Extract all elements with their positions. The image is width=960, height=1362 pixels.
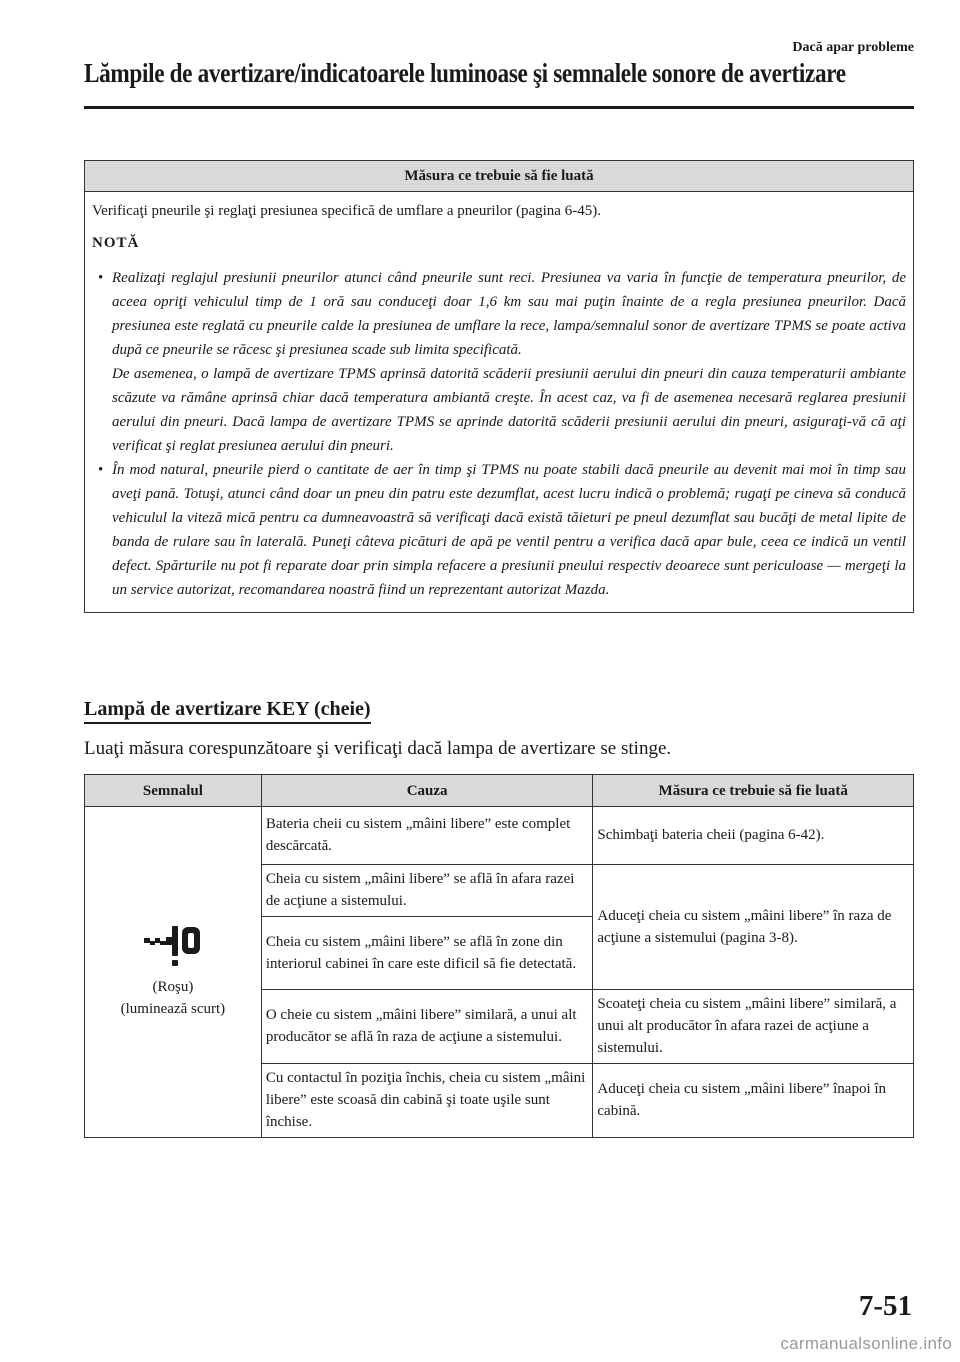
key-warning-icon <box>142 924 204 970</box>
cause-cell: Cu contactul în poziţia închis, cheia cu sistem „mâini libere” este scoasă din cabină şi toate uşile sunt închise. <box>261 1064 593 1138</box>
action-cell: Aduceţi cheia cu sistem „mâini libere” înapoi în cabină. <box>593 1064 914 1138</box>
action-text: Verificaţi pneurile şi reglaţi presiunea specifică de umflare a pneurilor (pagina 6-45). <box>92 203 601 219</box>
title-divider <box>84 106 914 109</box>
cause-cell: Cheia cu sistem „mâini libere” se află în zone din interiorul cabinei în care este dificil să fie detectată. <box>261 917 593 990</box>
action-cell: Schimbaţi bateria cheii (pagina 6-42). <box>593 807 914 865</box>
cause-cell: Cheia cu sistem „mâini libere” se află în afara razei de acţiune a sistemului. <box>261 865 593 917</box>
bullet-icon: • <box>98 462 104 478</box>
action-cell: Aduceţi cheia cu sistem „mâini libere” în raza de acţiune a sistemului (pagina 3-8). <box>593 865 914 990</box>
note-paragraph: În mod natural, pneurile pierd o cantitate de aer în timp şi TPMS nu poate stabili dacă pneurile au devenit mai moi în timp sau aveţi pană. Totuşi, atunci când doar un pneu din patru este dezumflat, acest lucru indică o problemă; rugaţi pe cineva să conducă vehiculul la viteză mică pentru ca dumneavoastră să verificaţi dacă există tăieturi pe pneul dezumflat sau bucăţi de metal lipite de banda de rulare sau în laterală. Puneţi câteva picături de apă pe ventil pentru a verifica dacă apar bule, ceea ce indică un ventil defect. Spărturile nu pot fi reparate doar prin simpla refacere a presiunii pneului respectiv deoarece sunt periculoase — mergeţi la un service autorizat, recomandarea noastră fiind un reprezentant autorizat Mazda. <box>112 462 906 598</box>
table-row <box>85 807 914 865</box>
tpms-action-table <box>84 160 914 613</box>
header-signal: Semnalul <box>85 775 262 807</box>
header-action: Măsura ce trebuie să fie luată <box>593 775 914 807</box>
note-list <box>92 266 906 602</box>
table-header-action: Măsura ce trebuie să fie luată <box>85 161 913 192</box>
table-header-row <box>85 775 914 807</box>
cause-cell: O cheie cu sistem „mâini libere” similară, a unui alt producător se află în raza de acţiune a sistemului. <box>261 990 593 1064</box>
bullet-icon: • <box>98 270 104 286</box>
page-title: Lămpile de avertizare/indicatoarele luminoase şi semnalele sonore de avertizare <box>84 58 846 88</box>
table-cell-action <box>85 192 913 612</box>
signal-cell <box>85 807 262 1138</box>
key-warning-table <box>84 774 914 1138</box>
section-heading: Lampă de avertizare KEY (cheie) <box>84 697 371 724</box>
note-paragraph: De asemenea, o lampă de avertizare TPMS aprinsă datorită scăderii presiunii aerului din pneuri din cauza temperaturii ambiante scăzute va rămâne aprinsă chiar dacă temperatura ambiantă creşte. În acest caz, va fi de asemenea necesară reglarea presiunii aerului din pneuri. Dacă lampa de avertizare TPMS se aprinde datorită scăderii presiunii aerului din pneuri, asiguraţi-vă că aţi verificat şi reglat presiunea aerului din pneuri. <box>112 366 906 454</box>
section-intro: Luaţi măsura corespunzătoare şi verificaţi dacă lampa de avertizare se stinge. <box>84 738 672 759</box>
section-label: Dacă apar probleme <box>792 40 914 55</box>
note-paragraph: Realizaţi reglajul presiunii pneurilor atunci când pneurile sunt reci. Presiunea va varia în funcţie de temperatura pneurilor, de aceea opriţi vehiculul timp de 1 oră sau conduceţi doar 1,6 km sau mai puţin înainte de a regla presiunea pneurilor. Dacă presiunea este reglată cu pneurile calde la presiunea de umflare la rece, lampa/semnalul sonor de avertizare TPMS se poate activa după ce pneurile se răcesc şi presiunea scade sub limita specificată. <box>112 270 906 358</box>
note-item <box>92 458 906 602</box>
watermark: carmanualsonline.info <box>780 1334 952 1353</box>
signal-color-label: (Roşu) <box>152 978 194 995</box>
note-item <box>92 266 906 458</box>
note-title: NOTĂ <box>92 235 140 251</box>
action-cell: Scoateţi cheia cu sistem „mâini libere” similară, a unui alt producător în afara razei de acţiune a sistemului. <box>593 990 914 1064</box>
cause-cell: Bateria cheii cu sistem „mâini libere” este complet descărcată. <box>261 807 593 865</box>
page-number: 7-51 <box>858 1290 912 1322</box>
header-cause: Cauza <box>261 775 593 807</box>
signal-mode-label: (luminează scurt) <box>120 1000 226 1017</box>
